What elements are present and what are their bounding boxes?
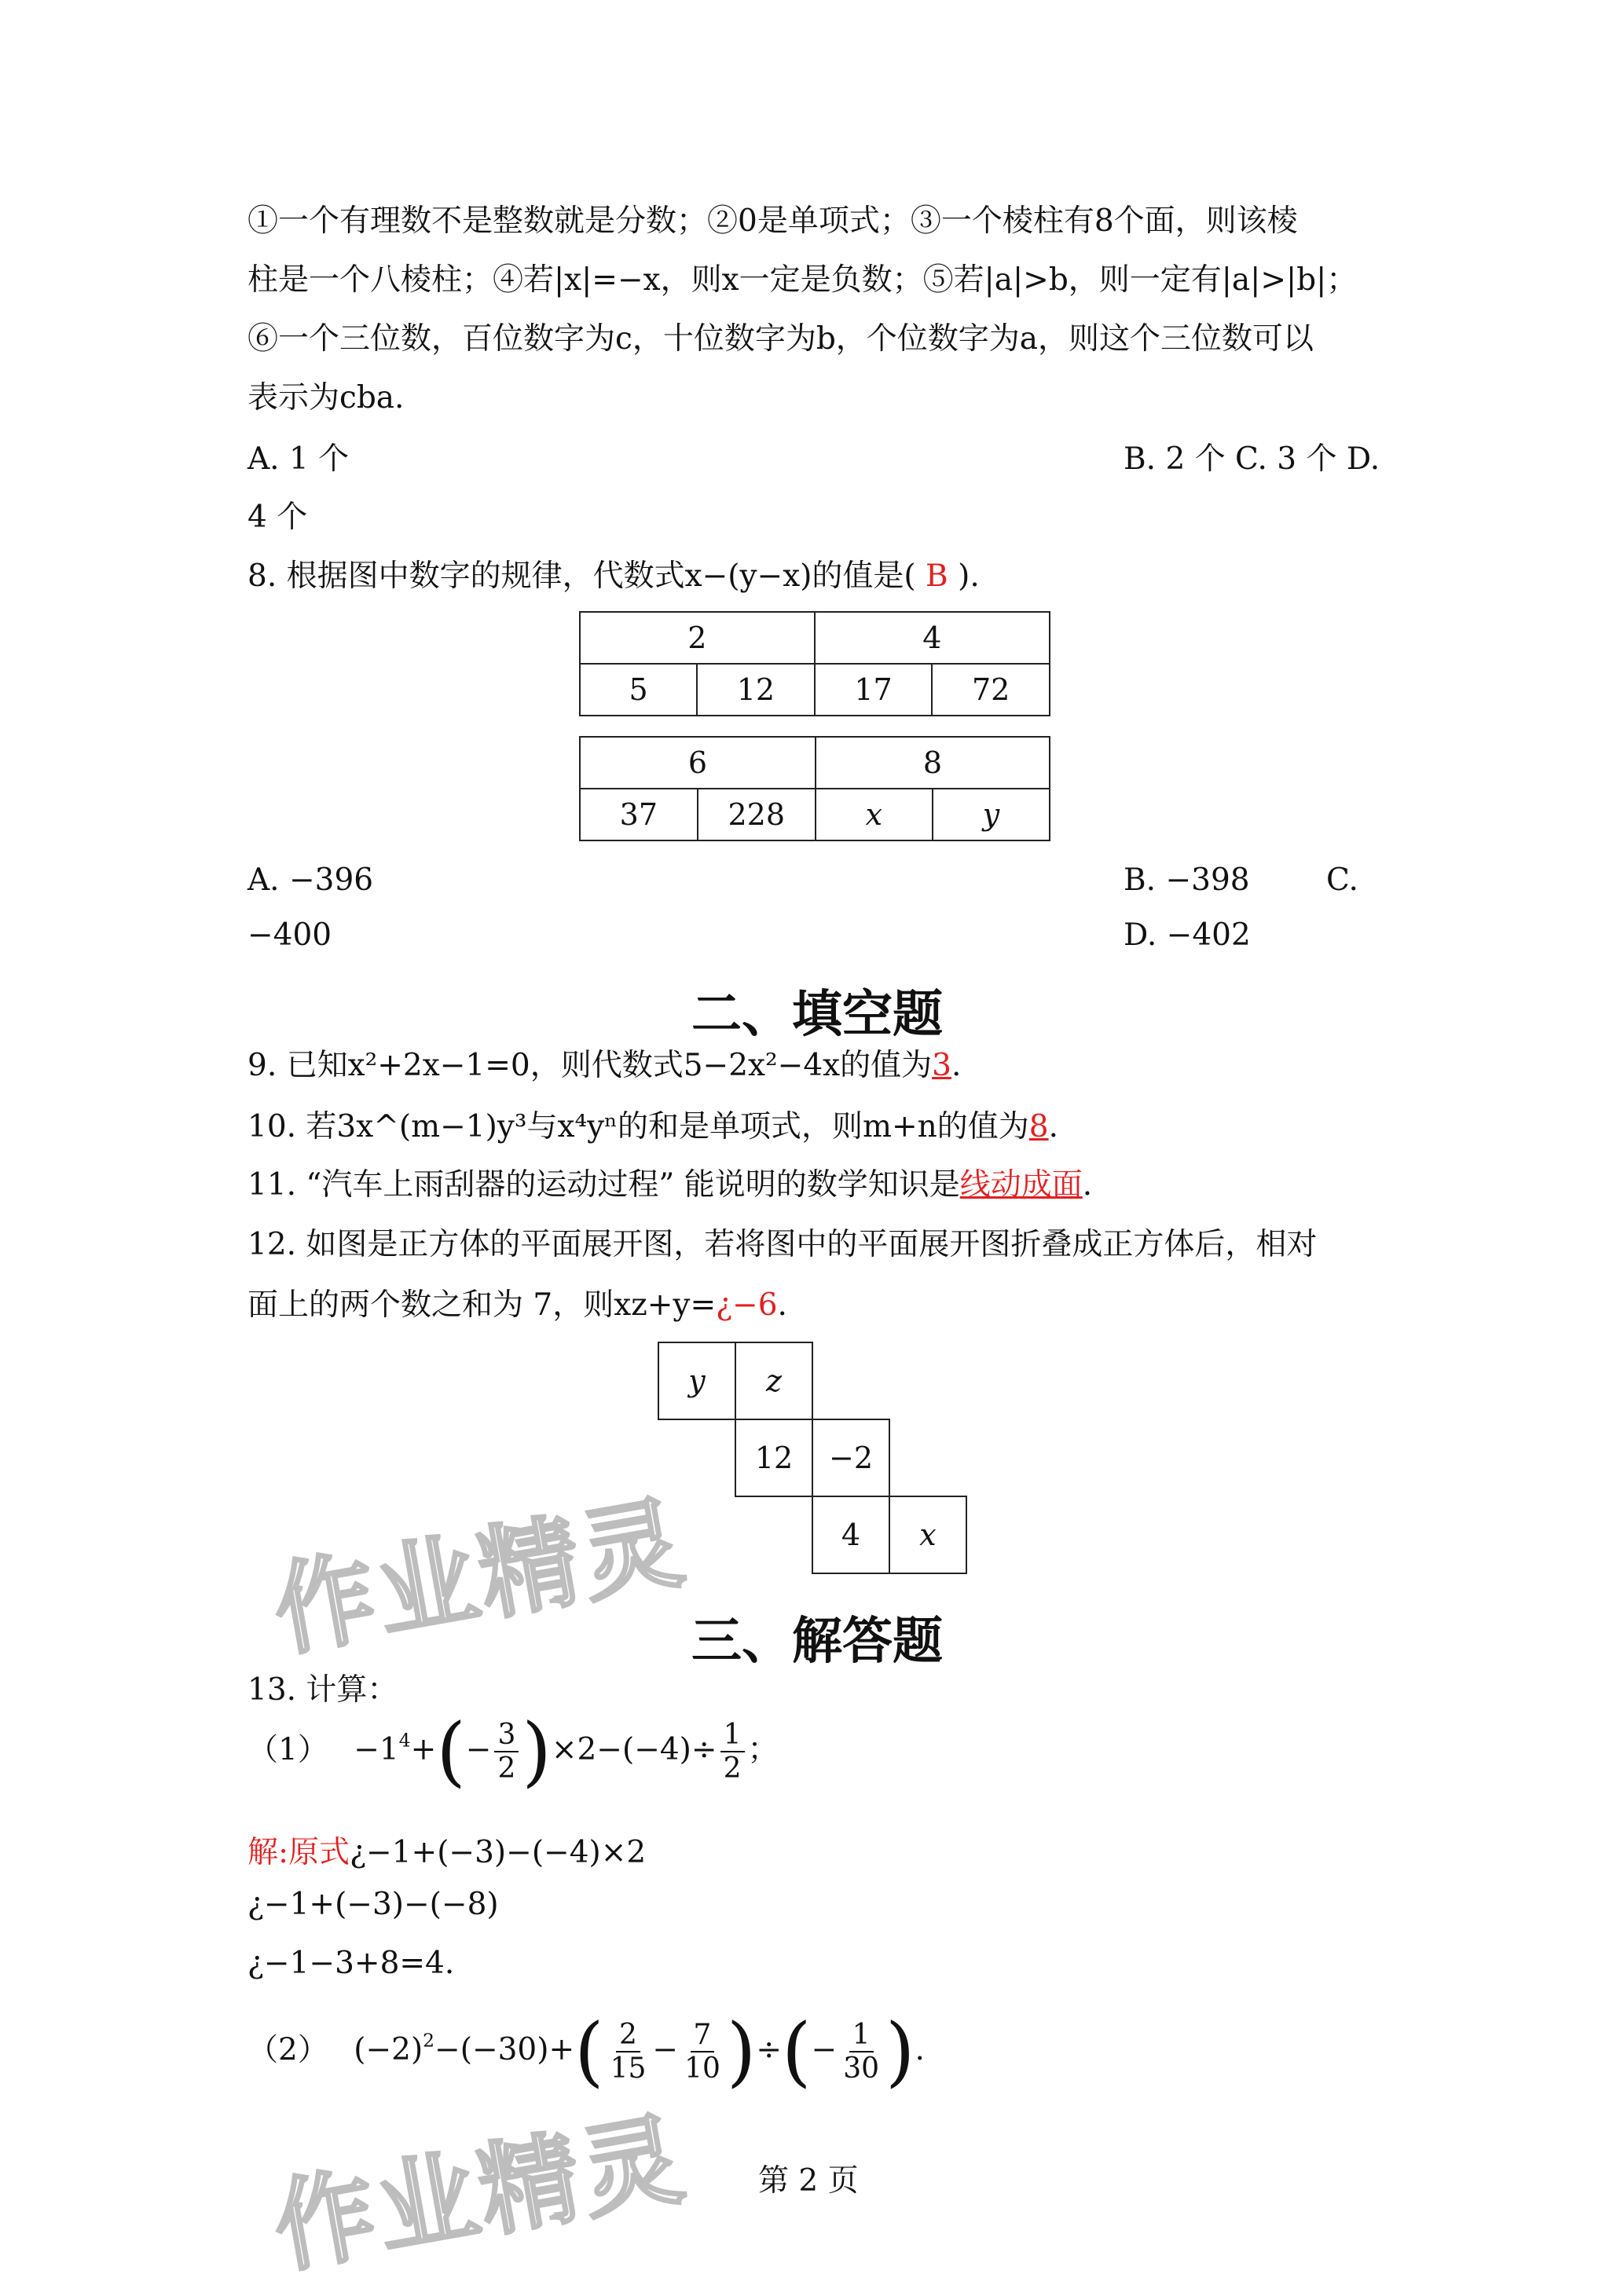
q8-t1-cell: 72 (932, 664, 1050, 716)
q13-part1 (247, 1707, 779, 1796)
q8-option-d: D. −402 (1124, 917, 1251, 953)
q8-t1-cell: 12 (697, 664, 815, 716)
q13-p2-expr: $(-2)^2-(-30)+$( $\frac{2}{15}$ − $\frac{7}{10}$ )÷(− $\frac{1}{30}$ ). (354, 2007, 925, 2096)
cube-net-cell: z (735, 1342, 813, 1420)
page-number: 第 2 页 (758, 2163, 859, 2199)
q10-answer: 8 (1028, 1109, 1049, 1144)
q12-text: 面上的两个数之和为 7，则xz+y= (247, 1287, 717, 1323)
q7-option-d-cont: 4 个 (247, 500, 308, 535)
q8-stem-pre: 8. 根据图中数字的规律，代数式x−(y−x)的值是( (247, 558, 916, 594)
q7-line3: ⑥一个三位数，百位数字为c，十位数字为b，个位数字为a，则这个三位数可以 (247, 321, 1314, 357)
q8-option-b: B. −398 (1124, 862, 1250, 898)
q8-option-c: C. (1326, 862, 1358, 898)
q9-text: 9. 已知x²+2x−1=0，则代数式5−2x²−4x的值为 (247, 1048, 933, 1083)
solution-label: 解:原式 (247, 1835, 350, 1870)
q7-line1: ①一个有理数不是整数就是分数；②0是单项式；③一个棱柱有8个面，则该棱 (247, 203, 1298, 239)
q13-title: 13. 计算： (247, 1672, 398, 1708)
q8-t1-cell: 17 (815, 664, 933, 716)
section-2-title: 二、填空题 (691, 986, 943, 1044)
q12-answer: ¿−6 (716, 1287, 778, 1323)
q8-t2-cell: 37 (580, 789, 698, 840)
q12-line2: 面上的两个数之和为 7，则xz+y=¿−6. (247, 1287, 787, 1323)
q9: 9. 已知x²+2x−1=0，则代数式5−2x²−4x的值为3. (247, 1048, 962, 1083)
watermark-1: 作业精灵 (266, 1484, 695, 1672)
q13-solution-1 (247, 1828, 646, 1872)
cube-net-cell: −2 (812, 1419, 890, 1497)
q8-option-c-cont: −400 (247, 917, 332, 953)
q8-stem (247, 551, 980, 595)
q8-table-1 (579, 611, 1050, 716)
q7-option-bcd: B. 2 个 C. 3 个 D. (1124, 441, 1380, 477)
q8-t1-head-left: 2 (580, 612, 815, 664)
cube-net-cell: 12 (735, 1419, 813, 1497)
cube-net-cell: y (658, 1342, 736, 1420)
q7-line4: 表示为cba. (247, 380, 405, 416)
q11-text: 11. “汽车上雨刮器的运动过程” 能说明的数学知识是 (247, 1167, 960, 1203)
q11-answer: 线动成面 (959, 1167, 1083, 1203)
q13-part2 (247, 2007, 925, 2096)
watermark-2: 作业精灵 (266, 2100, 695, 2288)
q8-t2-head-right: 8 (816, 737, 1050, 789)
section-3-title: 三、解答题 (691, 1613, 943, 1671)
q8-t2-head-left: 6 (580, 737, 816, 789)
q13-solution-2: ¿−1+(−3)−(−8) (247, 1887, 499, 1922)
q7-option-a: A. 1 个 (247, 441, 350, 477)
q13-p1-label: （1） (247, 1732, 328, 1768)
q9-answer: 3 (932, 1048, 951, 1083)
q11: 11. “汽车上雨刮器的运动过程” 能说明的数学知识是线动成面. (247, 1167, 1093, 1203)
q12-line1: 12. 如图是正方体的平面展开图，若将图中的平面展开图折叠成正方体后，相对 (247, 1227, 1318, 1262)
q10: 10. 若3x^(m−1)y³与x⁴yⁿ的和是单项式，则m+n的值为8. (247, 1109, 1059, 1144)
q8-answer: B (926, 558, 948, 594)
q13-p2-label: （2） (247, 2032, 328, 2068)
q8-option-a: A. −396 (247, 862, 374, 898)
q8-table-2 (579, 736, 1050, 841)
q13-solution-3: ¿−1−3+8=4. (247, 1946, 455, 1981)
q13-p1-expr: $-1^4+(-$ $\frac{3}{2}$ )×2−(−4)÷ $\frac{1}{2}$ ； (354, 1707, 779, 1796)
q8-t1-cell: 5 (580, 664, 697, 716)
q10-text: 10. 若3x^(m−1)y³与x⁴yⁿ的和是单项式，则m+n的值为 (247, 1109, 1029, 1144)
solution-line1: ¿−1+(−3)−(−4)×2 (350, 1835, 647, 1870)
q8-t2-cell: 228 (698, 789, 816, 840)
q8-stem-post: ). (958, 558, 980, 594)
cube-net-cell: 4 (812, 1496, 890, 1574)
q8-t1-head-right: 4 (815, 612, 1050, 664)
q8-t2-cell: y (933, 789, 1050, 840)
q7-line2: 柱是一个八棱柱；④若|x|=−x，则x一定是负数；⑤若|a|>b，则一定有|a|>|b|； (247, 262, 1358, 298)
q8-t2-cell: x (816, 789, 933, 840)
cube-net-cell: x (889, 1496, 967, 1574)
